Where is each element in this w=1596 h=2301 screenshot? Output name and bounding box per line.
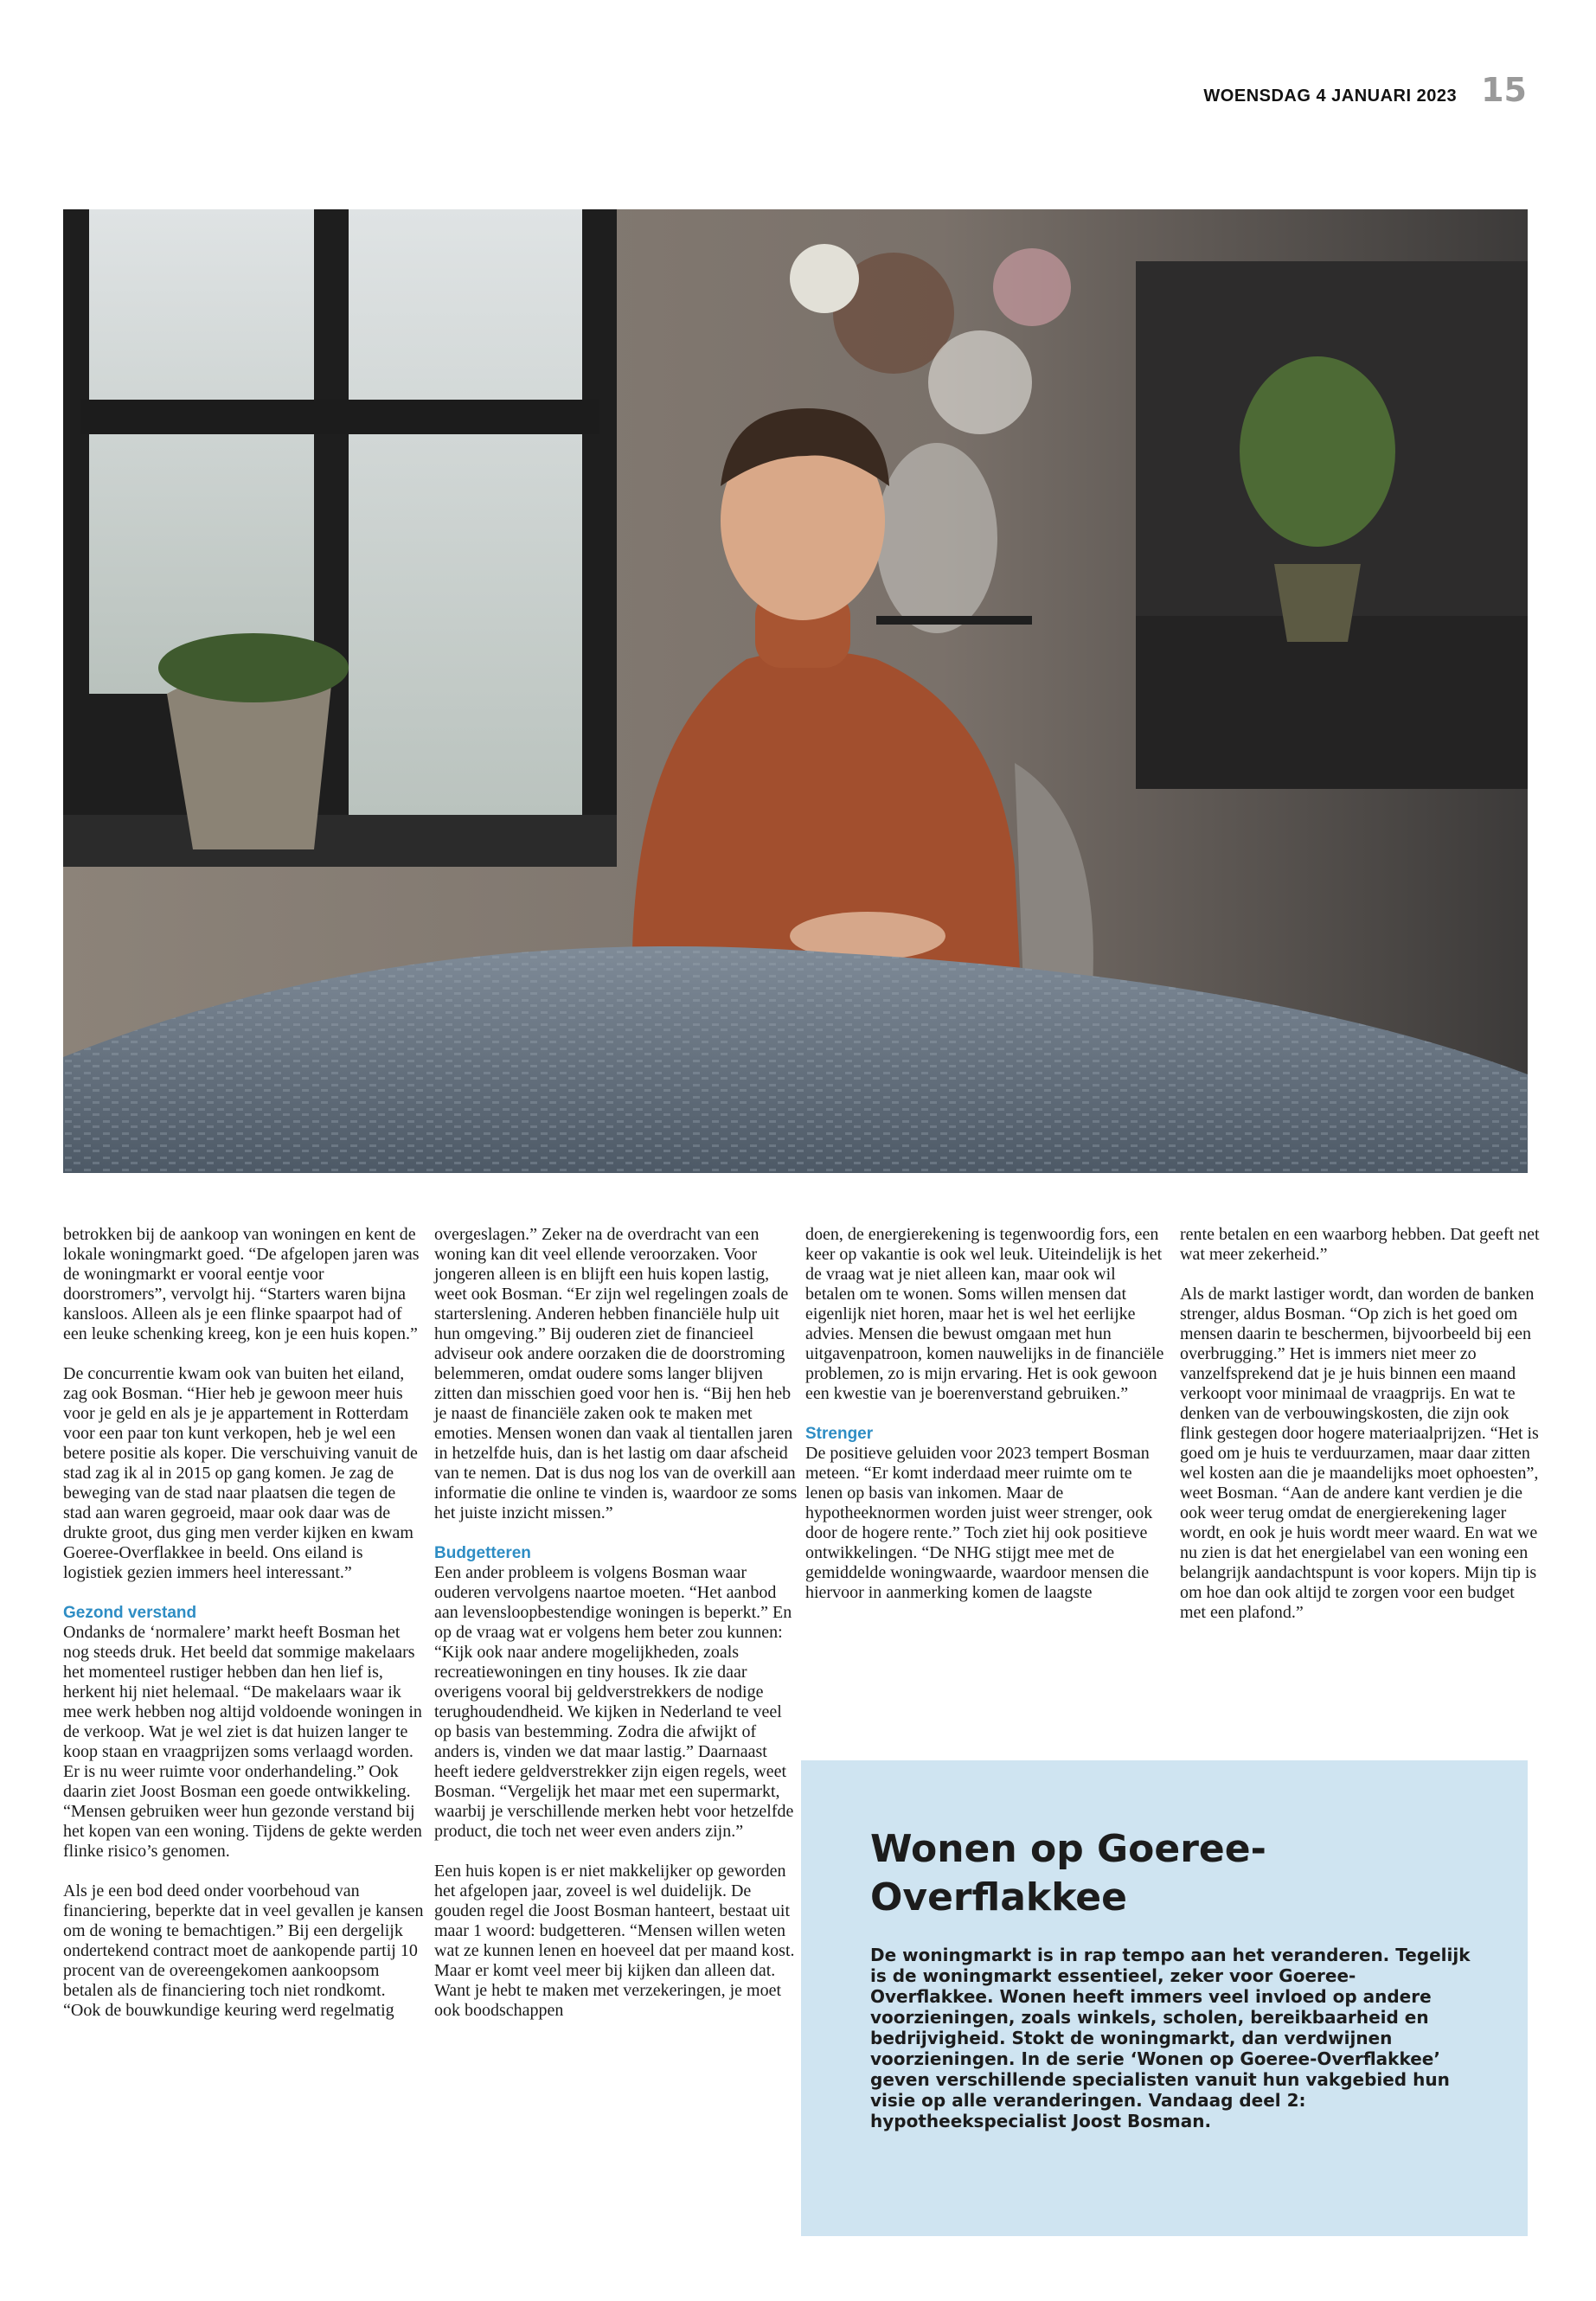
paragraph: Een ander probleem is volgens Bosman waar ouderen vervolgens naartoe moeten. “Het aanbod aan levensloopbestendige woningen is beperkt.” En op de vraag wat er volgens hem beter zou kunnen: “Kijk ook naar andere mogelijkheden, zoals recreatiewoningen en tiny houses. Ik zie daar overigens vooral bij geldverstrekkers de nodige terughoudendheid. We kijken in Nederland te veel op basis van bestemming. Zodra die afwijkt of anders is, vinden we dat maar lastig.” Daarnaast heeft iedere geldverstrekker zijn eigen regels, weet Bosman. “Vergelijk het maar met een supermarkt, waarbij je verschillende merken hebt voor hetzelfde product, die toch net weer even anders zijn.” — [434, 1563, 794, 1841]
article-column-2 — [434, 1225, 798, 2041]
subheading: Budgetteren — [434, 1544, 531, 1562]
paragraph: Als de markt lastiger wordt, dan worden de banken strenger, aldus Bosman. “Op zich is het goed om mensen daarin te beschermen, bijvoorbeeld bij een overbrugging.” Het is immers niet meer zo vanzelfsprekend dat je je huis binnen een maand verkoopt voor minimaal de vraagprijs. En wat te denken van de verbouwingskosten, die zijn ook flink gestegen door hogere materiaalprijzen. “Het is goed om je huis te verduurzamen, maar daar zitten wel kosten aan die je maandelijks moet ophoesten”, weet Bosman. “Aan de andere kant verdien je die ook weer terug omdat de energierekening lager wordt, en ook je huis wordt meer waard. En wat we nu zien is dat het energielabel van een woning een belangrijk aandachtspunt is voor kopers. Mijn tip is om hoe dan ook altijd te zorgen voor een budget met een plafond.” — [1180, 1285, 1539, 1622]
paragraph: Ondanks de ‘normalere’ markt heeft Bosman het nog steeds druk. Het beeld dat sommige makelaars het momenteel rustiger hebben dan hen lief is, herkent hij niet helemaal. “De makelaars waar ik mee werk hebben nog altijd voldoende woningen in de verkoop. Wat je wel ziet is dat huizen langer te koop staan en vraagprijzen soms verlaagd worden. Er is nu weer ruimte voor onderhandeling.” Ook daarin ziet Joost Bosman een goede ontwikkeling. “Mensen gebruiken weer hun gezonde verstand bij het kopen van een woning. Tijdens de gekte werden flinke risico’s genomen. — [63, 1623, 422, 1861]
paragraph: rente betalen en een waarborg hebben. Dat geeft net wat meer zekerheid.” — [1180, 1225, 1540, 1264]
paragraph: betrokken bij de aankoop van woningen en kent de lokale woningmarkt goed. “De afgelopen jaren was de woningmarkt er vooral eentje voor doorstromers”, vervolgt hij. “Starters waren bijna kansloos. Alleen als je een flinke spaarpot had of een leuke schenking kreeg, kon je een huis kopen.” — [63, 1225, 420, 1343]
article-column-1 — [63, 1225, 426, 2041]
article-column-3 — [805, 1225, 1169, 1623]
paragraph: doen, de energierekening is tegenwoordig fors, een keer op vakantie is ook wel leuk. Uiteindelijk is het de vraag wat je niet alleen kan, maar ook wil betalen om te wonen. Soms willen mensen dat eigenlijk niet horen, maar het is wel het eerlijke advies. Mensen die bewust omgaan met hun uitgavenpatroon, komen nauwelijks in de financiële problemen, zo is mijn ervaring. Het is ook gewoon een kwestie van je boerenverstand gebruiken.” — [805, 1225, 1164, 1403]
paragraph: De positieve geluiden voor 2023 tempert Bosman meteen. “Er komt inderdaad meer ruimte om te lenen op basis van inkomen. Maar de hypotheeknormen worden juist weer strenger, ook door de hogere rente.” Toch ziet hij ook positieve ontwikkelingen. “De NHG stijgt mee met de gemiddelde woningwaarde, waardoor mensen die hiervoor in aanmerking komen de laagste — [805, 1444, 1153, 1602]
info-box-title: Wonen op Goeree-Overflakkee — [870, 1827, 1266, 1920]
issue-date: WOENSDAG 4 JANUARI 2023 — [1203, 87, 1458, 106]
page-number: 15 — [1481, 71, 1527, 109]
subheading: Strenger — [805, 1425, 874, 1443]
paragraph: Een huis kopen is er niet makkelijker op geworden het afgelopen jaar, zoveel is wel duidelijk. De gouden regel die Joost Bosman hanteert, bestaat uit maar 1 woord: budgetteren. “Mensen willen weten wat ze kunnen lenen en hoeveel dat per maand kost. Maar er komt veel meer bij kijken dan alleen dat. Want je hebt te maken met verzekeringen, je moet ook boodschappen — [434, 1862, 795, 2020]
page-header — [1203, 71, 1527, 109]
series-info-box — [801, 1760, 1528, 2236]
subheading: Gezond verstand — [63, 1604, 197, 1622]
article-photo — [63, 209, 1528, 1173]
paragraph: De concurrentie kwam ook van buiten het eiland, zag ook Bosman. “Hier heb je gewoon meer huis voor je geld en als je je appartement in Rotterdam voor een paar ton kunt verkopen, heb je wel een betere positie als koper. Die verschuiving vanuit de stad zag ik al in 2015 op gang komen. Je zag de beweging van de stad naar plaatsen die tegen de stad aan waren gegroeid, maar ook daar was de drukte groot, dus ging men verder kijken en kwam Goeree-Overflakkee in beeld. Ons eiland is logistiek gezien immers heel interessant.” — [63, 1364, 418, 1582]
paragraph: Als je een bod deed onder voorbehoud van financiering, beperkte dat in veel gevallen je kansen om de woning te bemachtigen.” Bij een dergelijk ondertekend contract moet de aankopende partij 10 procent van de overeengekomen aankoopsom betalen als de financiering toch niet rondkomt. “Ook de bouwkundige keuring werd regelmatig — [63, 1881, 424, 2020]
article-column-4 — [1180, 1225, 1543, 1643]
photo-man-seated-at-table-icon — [63, 209, 1528, 1173]
info-box-intro: De woningmarkt is in rap tempo aan het veranderen. Tegelijk is de woningmarkt essentieel, zeker voor Goeree-Overflakkee. Wonen heeft immers veel invloed op andere voorzieningen, zoals winkels, scholen, bereikbaarheid en bedrijvigheid. Stokt de woningmarkt, dan verdwijnen voorzieningen. In de serie ‘Wonen op Goeree-Overflakkee’ geven verschillende specialisten vanuit hun vakgebied hun visie op alle veranderingen. Vandaag deel 2: hypotheekspecialist Joost Bosman. — [870, 1945, 1471, 2131]
paragraph: overgeslagen.” Zeker na de overdracht van een woning kan dit veel ellende veroorzaken. Voor jongeren alleen is en blijft een huis kopen lastig, weet ook Bosman. “Er zijn wel regelingen zoals de starterslening. Anderen hebben financiële hulp uit hun omgeving.” Bij ouderen ziet de financieel adviseur ook andere oorzaken die de doorstroming belemmeren, omdat oudere soms langer blijven zitten dan misschien goed voor hen is. “Bij hen heb je naast de financiële zaken ook te maken met emoties. Mensen wonen dan vaak al tientallen jaren in hetzelfde huis, dan is het lastig om daar afscheid van te nemen. Dat is dus nog los van de overkill aan informatie die online te vinden is, waardoor ze soms het juiste inzicht missen.” — [434, 1225, 798, 1522]
